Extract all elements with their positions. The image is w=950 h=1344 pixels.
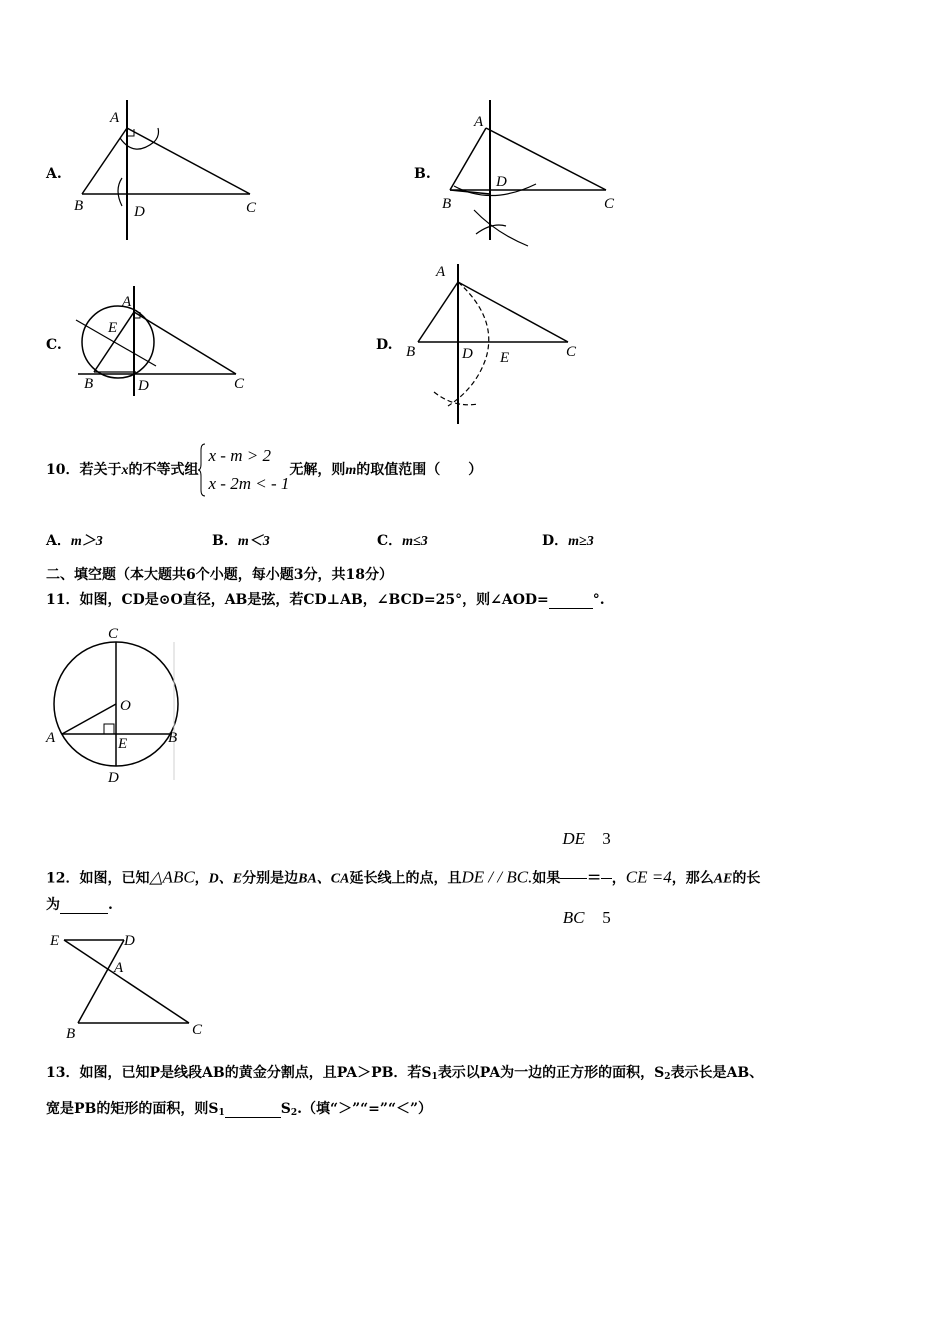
point-d: D	[134, 204, 145, 220]
segment-ac	[458, 282, 568, 342]
point-b: B	[406, 344, 416, 360]
q10-choice-c[interactable]: C．m≤3	[377, 533, 428, 549]
point-a: A	[436, 264, 446, 280]
segment-ac	[127, 128, 250, 194]
option-d-figure	[398, 258, 598, 428]
point-a: A	[110, 110, 120, 126]
point-c: C	[108, 626, 119, 642]
section-title: 二、填空题（本大题共6个小题，每小题3分，共18分）	[46, 567, 393, 583]
point-b: B	[66, 1026, 76, 1040]
point-b: B	[84, 376, 94, 392]
inequality-1: x - m > 2	[208, 446, 271, 465]
inequality-system	[198, 442, 289, 498]
segment-ac	[134, 312, 236, 374]
inequality-2: x - 2m < - 1	[208, 474, 290, 493]
segment-db	[78, 940, 124, 1023]
fraction-de-bc: $\frac{DE}{BC}$	[560, 800, 587, 957]
point-e: E	[50, 933, 60, 949]
arc-bottom	[474, 210, 528, 246]
point-d: D	[496, 174, 507, 190]
point-d: D	[108, 770, 119, 786]
point-d: D	[138, 378, 149, 394]
q10-choice-b[interactable]: B．m＜3	[212, 533, 270, 549]
q12-line2: 为 .	[46, 897, 113, 913]
q11-stem: 11．如图，CD是⊙O直径，AB是弦，若CD⊥AB，∠BCD=25°，则∠AOD= °.	[46, 592, 605, 608]
point-e: E	[118, 736, 128, 752]
segment-ec	[64, 940, 189, 1023]
option-a-figure	[70, 98, 270, 248]
fraction-3-5: $\frac{3}{5}$	[601, 800, 612, 957]
point-e: E	[500, 350, 510, 366]
point-b: B	[442, 196, 452, 212]
point-a: A	[114, 960, 124, 976]
option-b-figure	[436, 98, 636, 248]
option-c-label: C.	[46, 337, 62, 353]
q11-answer-blank[interactable]	[549, 592, 593, 609]
option-b-label: B.	[414, 166, 431, 182]
segment-ab	[450, 128, 486, 190]
arc-2	[118, 178, 122, 206]
option-d-label: D.	[376, 337, 393, 353]
point-d: D	[462, 346, 473, 362]
q10-stem: 10．若关于x的不等式组 x - m > 2 x - 2m < - 1 无解，则m的取值范围（ ）	[46, 441, 482, 499]
point-d: D	[124, 933, 135, 949]
point-a: A	[122, 294, 132, 310]
q11-figure	[44, 624, 180, 786]
point-a: A	[46, 730, 56, 746]
point-c: C	[566, 344, 577, 360]
point-c: C	[604, 196, 615, 212]
q13-line1: 13．如图，已知P是线段AB的黄金分割点，且PA＞PB．若$S_1$表示以PA为一边的正方形的面积，$S_2$表示长是AB、	[46, 1065, 764, 1082]
point-a: A	[474, 114, 484, 130]
point-b: B	[74, 198, 84, 214]
segment-ao	[62, 704, 116, 734]
right-angle-mark	[104, 724, 114, 734]
q13-line2: 宽是PB的矩形的面积，则$S_1$ $S_2$.（填“＞”“=”“＜”）	[46, 1101, 433, 1118]
dashed-arc	[448, 282, 489, 406]
brace-icon	[198, 442, 206, 498]
option-a-label: A.	[46, 166, 62, 182]
dashed-arc-small	[434, 392, 478, 405]
point-o: O	[120, 698, 131, 714]
segment-ab	[418, 282, 458, 342]
option-c-figure	[66, 284, 266, 404]
arc-1	[120, 128, 159, 149]
q12-figure	[44, 928, 214, 1040]
q12-stem: 12．如图，已知△ABC，D、E分别是边BA、CA延长线上的点，且DE / / BC.如果 $\frac{DE}{BC}$ = $\frac{3}{5}$ ，CE =4，那么AE的长	[46, 800, 760, 878]
point-e: E	[108, 320, 118, 336]
point-b: B	[168, 730, 178, 746]
point-c: C	[192, 1022, 203, 1038]
point-c: C	[234, 376, 245, 392]
q12-answer-blank[interactable]	[60, 897, 108, 914]
q10-choice-a[interactable]: A．m＞3	[46, 533, 103, 549]
point-c: C	[246, 200, 257, 216]
q13-answer-blank[interactable]	[225, 1101, 281, 1118]
q10-choice-d[interactable]: D．m≥3	[542, 533, 594, 549]
